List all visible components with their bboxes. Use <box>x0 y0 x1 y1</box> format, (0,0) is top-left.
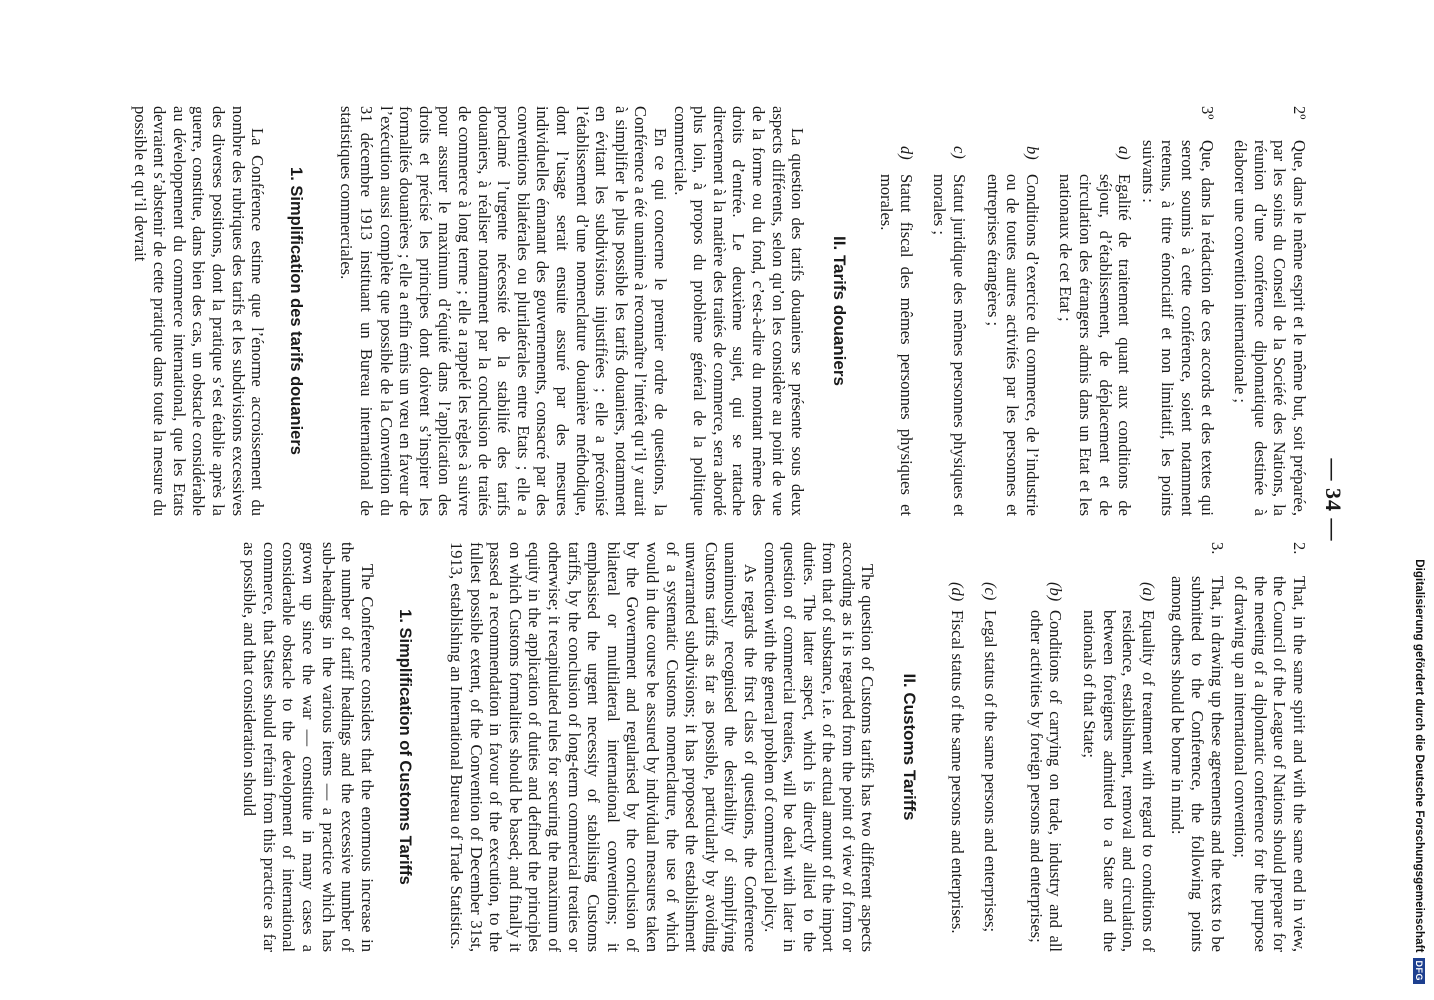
sub-item-text: Fiscal status of the same persons and enterprises. <box>947 610 967 934</box>
sub-item <box>1026 582 1065 952</box>
sub-item-text: Conditions of carrying on trade, industry and all other activities by foreign persons and enterprises; <box>1026 610 1066 952</box>
sub-item <box>877 146 916 516</box>
item-number: 3. <box>1207 542 1227 555</box>
paragraph: La Conférence estime que l’énorme accroissement du nombre des rubriques des tarifs et les subdivisions excessives des diverses positions, dont la pratique s’est établie après la guerre, constitue, dans bien des cas, un obstacle considérable au développement du commerce international, que les Etats devraient s’abstenir de cette pratique dans toute la mesure du possible et qu’il devrait <box>130 106 268 516</box>
sub-item-label: c) <box>950 146 970 159</box>
item-number: 2º <box>1290 106 1309 120</box>
resolution-item <box>1231 542 1309 952</box>
sub-item-label: (b) <box>1046 582 1066 602</box>
item-number: 2. <box>1290 542 1309 555</box>
page-number: — 34 — <box>1321 458 1346 542</box>
sub-heading: 1. Simplification of Customs Tariffs <box>396 609 415 885</box>
sub-item-label: (c) <box>981 582 1001 601</box>
resolution-item <box>1231 106 1309 516</box>
item-text: That, in drawing up these agreements and the texts to be submitted to the Conference, the following points among others should be borne in mind: <box>1168 576 1227 952</box>
sub-item-label: (a) <box>1138 582 1158 602</box>
dfg-logo: DFG <box>1413 958 1425 985</box>
paragraph: As regards the first class of questions, the Conference unanimously recognised the desirability of simplifying Customs tariffs as far as possible, particularly by avoiding unwarranted subdivisions; it has proposed the establishment of a systematic Customs nomenclature, the use of which would in due course be assured by individual measures taken by the Government and regularised by the conclusion of bilateral or multilateral international conventions; it emphasised the urgent necessity of stabilising Customs tariffs, by the conclusion of long-term commercial treaties or otherwise; it recapitulated rules for securing the maximum of equity in the application of duties and defined the principles on which Customs formalities should be based; and finally it passed a recommendation in favour of the execution, to the fullest possible extent, of the Convention of December 31st, 1913, establishing an International Bureau of Trade Statistics. <box>447 542 760 952</box>
item-text: That, in the same spirit and with the same end in view, the Council of the League of Nations should prepare for the meeting of a diplomatic conference for the purpose of drawing up an international convention; <box>1231 576 1309 952</box>
sub-item-label: b) <box>1022 146 1042 160</box>
sub-item <box>930 146 969 516</box>
sub-item-text: Conditions d’exercice du commerce, de l’industrie ou de toutes autres activités par les personnes et entreprises étrangères ; <box>983 174 1042 516</box>
digitization-footer <box>1404 0 1434 1000</box>
paragraph: The question of Customs tariffs has two different aspects according as it is regarded from the point of view of form or from that of substance, i.e. of the actual amount of the import duties. The latter aspect, which is directly allied to the question of commercial treaties, will be dealt with later in connection with the general problem of commercial policy. <box>760 542 878 952</box>
sub-heading: 1. Simplification des tarifs douaniers <box>286 167 305 455</box>
sub-item <box>983 146 1042 516</box>
sub-item-text: Legal status of the same persons and enterprises; <box>981 610 1001 933</box>
section-heading: II. Tarifs douaniers <box>829 236 849 386</box>
sub-item-text: Egalité de traitement quant aux conditions de séjour, d’établissement, de déplacement et de circulation des étrangers admis dans un Etat et les nationaux de cet Etat ; <box>1056 174 1135 516</box>
paragraph: En ce qui concerne le premier ordre de questions, la Conférence a été unanime à reconnaître l’intérêt qu’il y aurait à simplifier le plus possible les tarifs douaniers, notamment en évitant les subdivisions injustifiées ; elle a préconisé l’établissement d’une nomenclature douanière méthodique, dont l’usage serait ensuite assuré par des mesures individuelles émanant des gouvernements, consacré par des conventions bilatérales ou plurilatérales entre Etats ; elle a proclamé l’urgente nécessité de la stabilité des tarifs douaniers, à réaliser notamment par la conclusion de traités de commerce à long terme ; elle a rappelé les règles à suivre pour assurer le maximum d’équité dans l’application des droits et précisé les principes dont doivent s’inspirer les formalités douanières ; elle a enfin émis un vœu en faveur de l’exécution aussi complète que possible de la Convention du 31 décembre 1913 instituant un Bureau international de statistiques commerciales. <box>337 106 670 516</box>
english-column <box>60 542 1309 952</box>
item-number: 3º <box>1197 106 1217 120</box>
sub-item <box>1079 582 1157 952</box>
sub-item-text: Statut fiscal des mêmes personnes physiques et morales. <box>877 174 916 516</box>
sub-item-label: a) <box>1115 146 1135 160</box>
item-text: Que, dans la rédaction de ces accords et des textes qui seront soumis à cette conférence, soient notamment retenus, à titre énonciatif et non limitatif, les points suivants : <box>1138 140 1217 516</box>
paragraph: The Conference considers that the enormous increase in the number of tariff headings and the excessive number of sub-headings in the various items — a practice which has grown up since the war — constitute in many cases a considerable obstacle to the development of international commerce, that States should refrain from this practice as far as possible, and that consideration should <box>240 542 377 952</box>
sub-item <box>981 582 1001 952</box>
item-text: Que, dans le même esprit et le même but, soit préparée, par les soins du Conseil de la Société des Nations, la réunion d’une conférence diplomatique destinée à élaborer une convention internationale ; <box>1231 140 1309 516</box>
resolution-item <box>1138 106 1216 516</box>
digitization-credit: Digitalisierung gefördert durch die Deutsche Forschungsgemeinschaft <box>1413 559 1425 953</box>
sub-item-label: d) <box>896 146 916 160</box>
sub-item-text: Statut juridique des mêmes personnes physiques et morales ; <box>930 174 970 516</box>
sub-item <box>1056 146 1134 516</box>
paragraph: La question des tarifs douaniers se présente sous deux aspects différents, selon qu’on les considère au point de vue de la forme ou du fond, c’est-à-dire du montant même des droits d’entrée. Le deuxième sujet, qui se rattache directement à la matière des traités de commerce, sera abordé plus loin, à propos du problème général de la politique commerciale. <box>670 106 808 516</box>
resolution-item <box>1168 542 1227 952</box>
sub-item-text: Equality of treatment with regard to conditions of residence, establishment, removal and circulation, between foreigners admitted to a State and the nationals of that State; <box>1080 610 1158 952</box>
french-column <box>60 106 1309 516</box>
sub-item-label: (d) <box>947 582 967 602</box>
section-heading: II. Customs Tariffs <box>900 673 920 821</box>
sub-item <box>947 582 967 952</box>
